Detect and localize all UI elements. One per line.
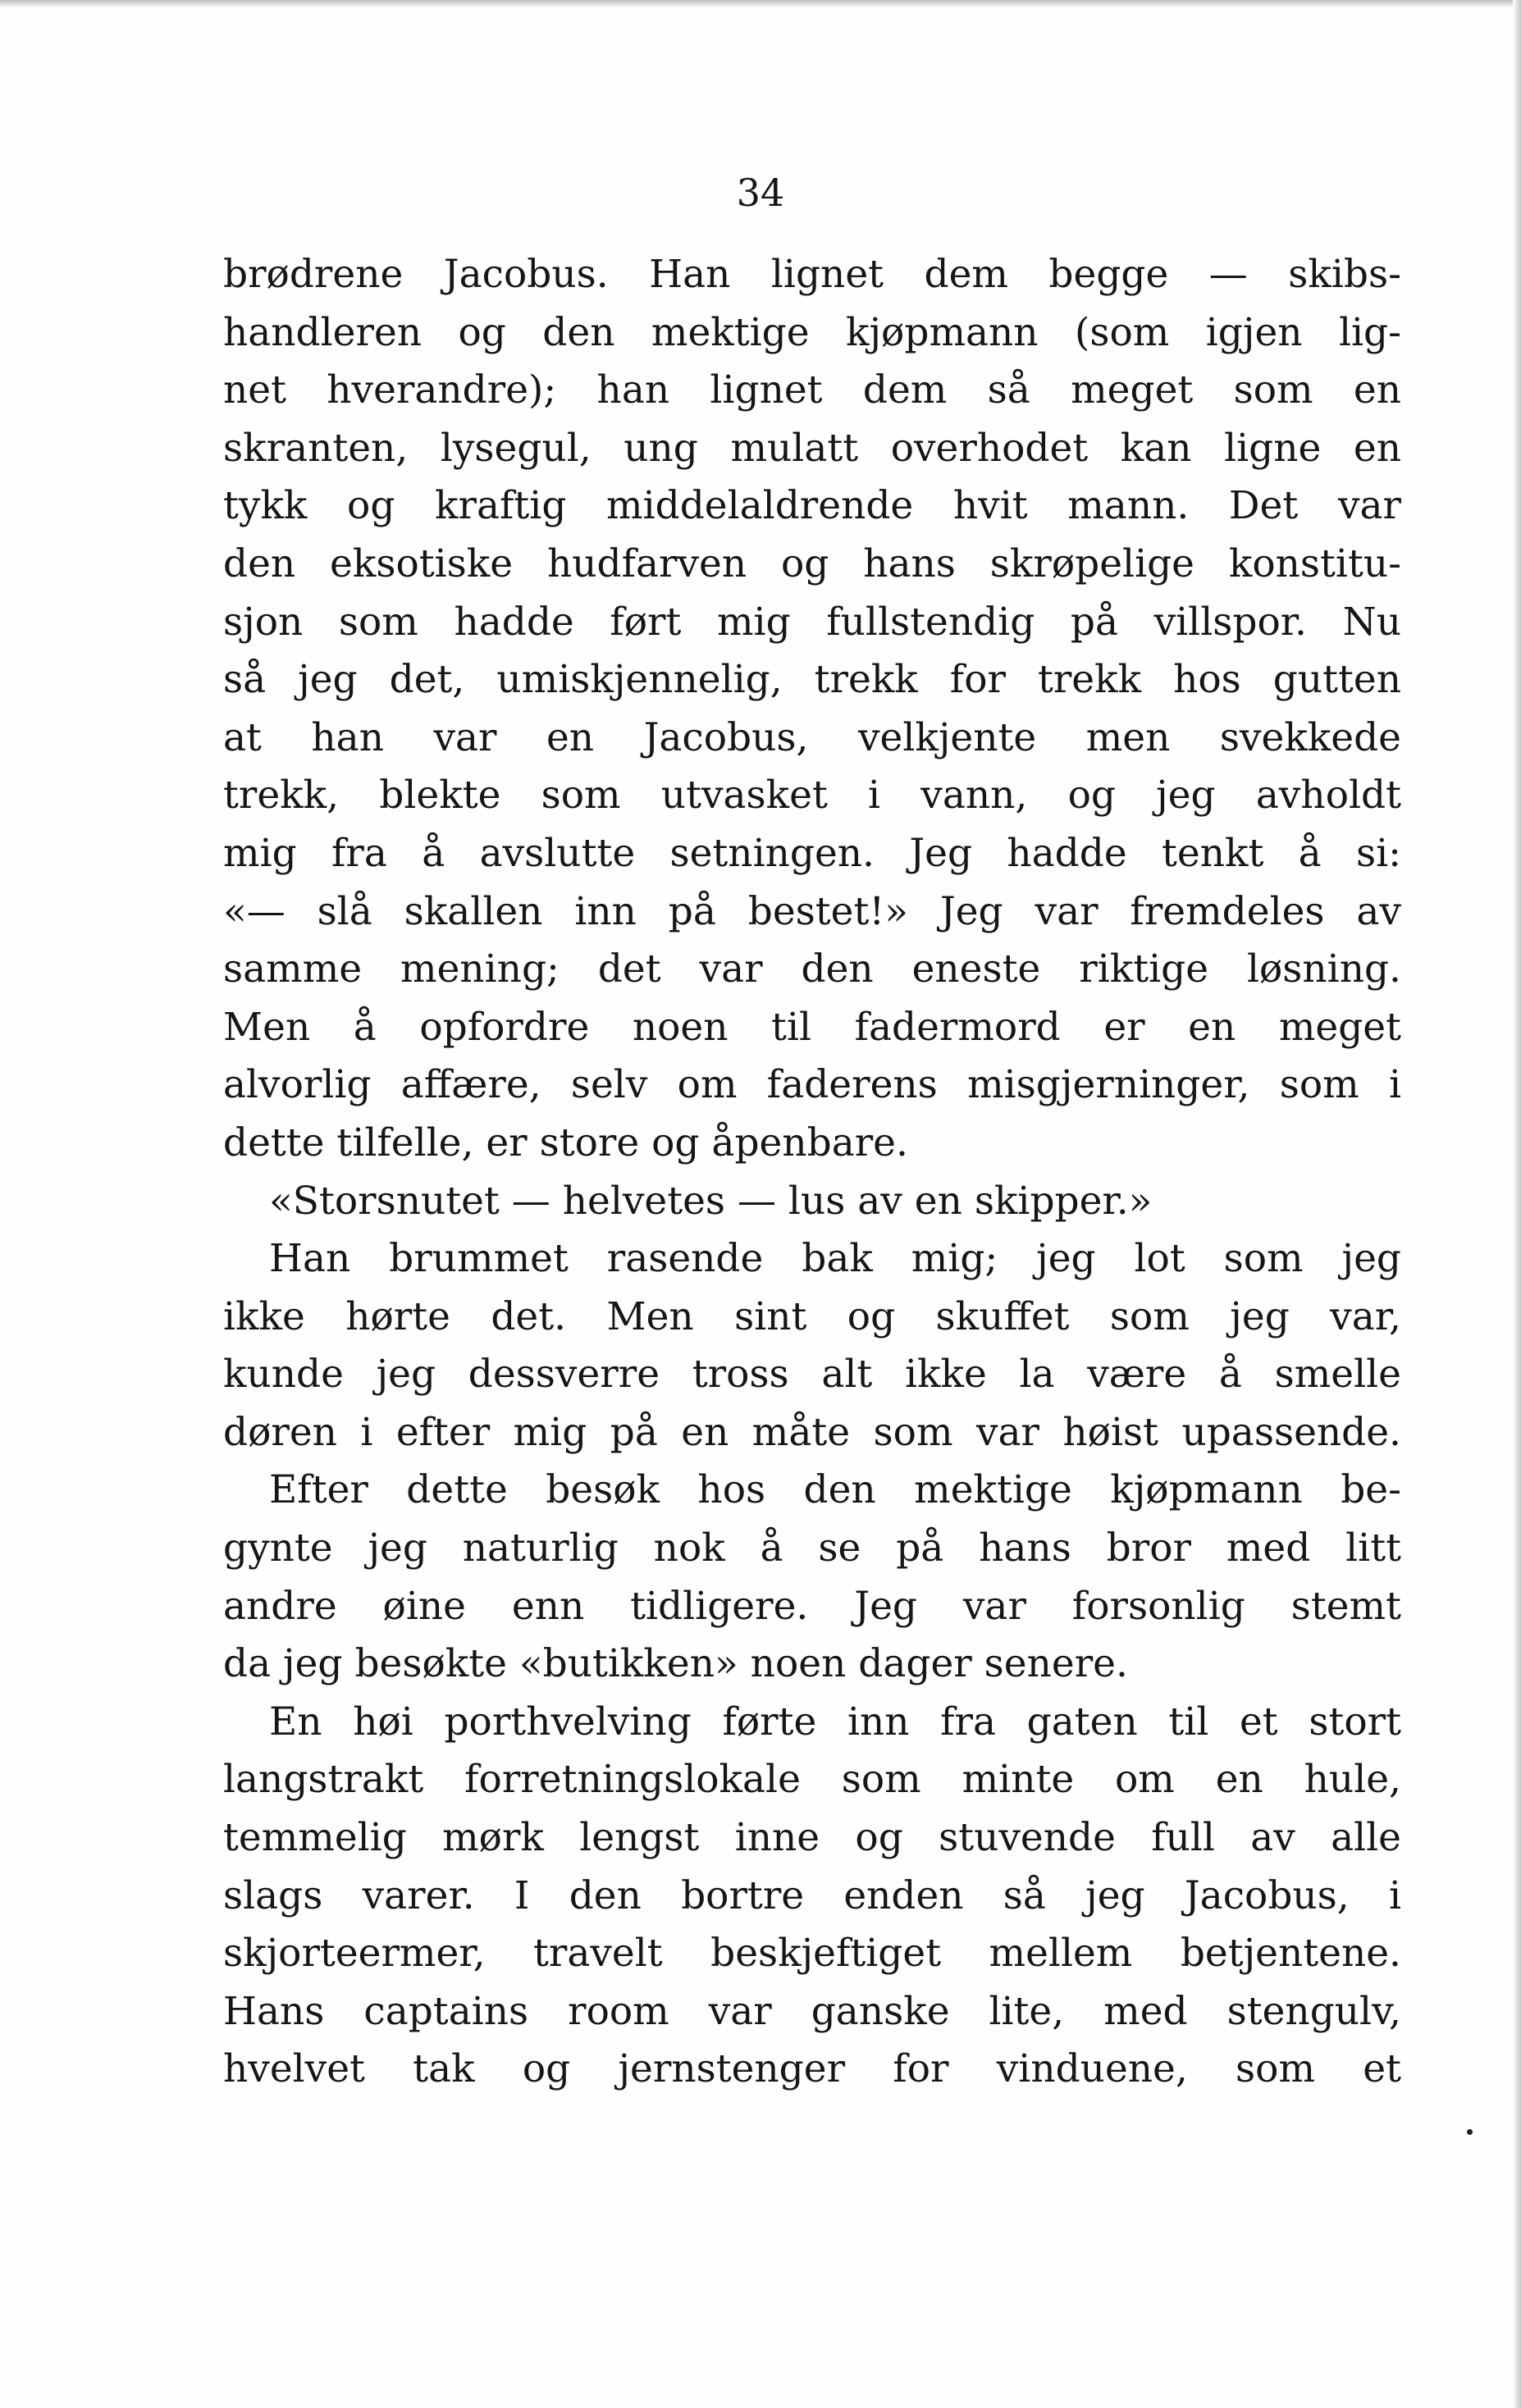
text-line: temmelig mørk lengst inne og stuvende full av alle bbox=[223, 1815, 1401, 1861]
scan-edge-right bbox=[1513, 0, 1521, 2408]
page-number: 34 bbox=[736, 171, 785, 215]
body-text bbox=[223, 246, 1401, 2099]
text-line: «— slå skallen inn på bestet!» Jeg var fremdeles av bbox=[223, 888, 1401, 934]
text-line: skjorteermer, travelt beskjeftiget mellem betjentene. bbox=[223, 1931, 1401, 1977]
text-line: at han var en Jacobus, velkjente men svekkede bbox=[223, 714, 1401, 760]
text-line: samme mening; det var den eneste riktige løsning. bbox=[223, 946, 1401, 992]
text-line: skranten, lysegul, ung mulatt overhodet kan ligne en bbox=[223, 425, 1401, 471]
text-line: hvelvet tak og jernstenger for vinduene, som et bbox=[223, 2046, 1401, 2092]
text-line: Hans captains room var ganske lite, med stengulv, bbox=[223, 1988, 1401, 2034]
text-line: så jeg det, umiskjennelig, trekk for trekk hos gutten bbox=[223, 657, 1401, 703]
text-line: Men å opfordre noen til fadermord er en meget bbox=[223, 1004, 1401, 1050]
text-line: Han brummet rasende bak mig; jeg lot som jeg bbox=[269, 1236, 1401, 1282]
text-line: ikke hørte det. Men sint og skuffet som jeg var, bbox=[223, 1293, 1401, 1339]
text-line: tykk og kraftig middelaldrende hvit mann. Det var bbox=[223, 483, 1401, 529]
text-line: mig fra å avslutte setningen. Jeg hadde tenkt å si: bbox=[223, 830, 1401, 876]
text-line: dette tilfelle, er store og åpenbare. bbox=[223, 1120, 908, 1165]
text-line: alvorlig affære, selv om faderens misgjerninger, som i bbox=[223, 1062, 1401, 1108]
text-line: «Storsnutet — helvetes — lus av en skipper.» bbox=[269, 1178, 1153, 1224]
text-line: En høi porthvelving førte inn fra gaten til et stort bbox=[269, 1699, 1401, 1744]
text-line: handleren og den mektige kjøpmann (som igjen lig- bbox=[223, 309, 1401, 355]
scan-edge-top bbox=[0, 0, 1521, 8]
text-line: brødrene Jacobus. Han lignet dem begge — skibs- bbox=[223, 252, 1401, 297]
text-line: da jeg besøkte «butikken» noen dager senere. bbox=[223, 1641, 1128, 1687]
text-line: Efter dette besøk hos den mektige kjøpmann be- bbox=[269, 1467, 1401, 1513]
text-line: andre øine enn tidligere. Jeg var forsonlig stemt bbox=[223, 1583, 1401, 1629]
text-line: gynte jeg naturlig nok å se på hans bror med litt bbox=[223, 1526, 1401, 1571]
text-line: sjon som hadde ført mig fullstendig på villspor. Nu bbox=[223, 599, 1401, 645]
text-line: slags varer. I den bortre enden så jeg Jacobus, i bbox=[223, 1872, 1401, 1918]
text-line: døren i efter mig på en måte som var høist upassende. bbox=[223, 1409, 1401, 1455]
scan-speck bbox=[1467, 2129, 1473, 2135]
text-line: trekk, blekte som utvasket i vann, og jeg avholdt bbox=[223, 773, 1401, 819]
text-line: kunde jeg dessverre tross alt ikke la være å smelle bbox=[223, 1352, 1401, 1398]
text-line: langstrakt forretningslokale som minte om en hule, bbox=[223, 1757, 1401, 1803]
text-line: den eksotiske hudfarven og hans skrøpelige konstitu- bbox=[223, 540, 1401, 586]
text-line: net hverandre); han lignet dem så meget som en bbox=[223, 367, 1401, 413]
